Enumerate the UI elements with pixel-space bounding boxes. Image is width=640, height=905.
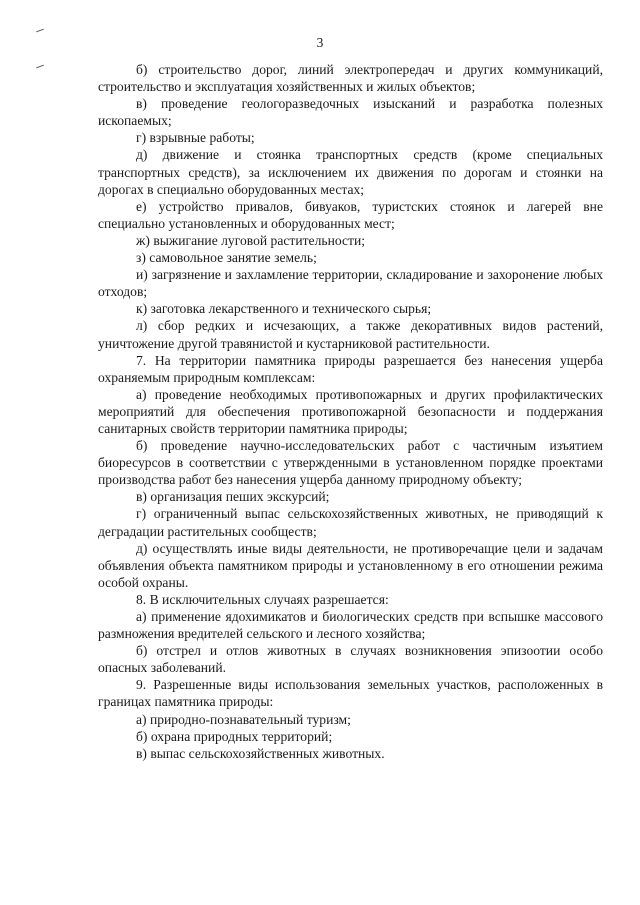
paragraph: ж) выжигание луговой растительности; bbox=[136, 232, 366, 248]
paragraph: в) проведение геологоразведочных изысканий и разработка полезных ископаемых; bbox=[98, 96, 603, 129]
paragraph: б) охрана природных территорий; bbox=[136, 728, 333, 744]
paragraph: е) устройство привалов, бивуаков, туристских стоянок и лагерей вне специально установленных и оборудованных мест; bbox=[98, 198, 603, 231]
scan-mark bbox=[36, 65, 44, 69]
paragraph: г) взрывные работы; bbox=[136, 130, 255, 146]
section-heading: 7. На территории памятника природы разрешается без нанесения ущерба охраняемым природным комплексам: bbox=[98, 352, 603, 385]
paragraph: и) загрязнение и захламление территории, складирование и захоронение любых отходов; bbox=[98, 267, 603, 300]
paragraph: к) заготовка лекарственного и технического сырья; bbox=[136, 301, 432, 317]
page-number: 3 bbox=[316, 35, 324, 50]
paragraph: з) самовольное занятие земель; bbox=[136, 250, 317, 266]
section-heading: 8. В исключительных случаях разрешается: bbox=[136, 591, 389, 607]
paragraph: д) движение и стоянка транспортных средств (кроме специальных транспортных средств), за исключением их движения по дорогам и стоянки на дорогах в специально оборудованных местах; bbox=[98, 147, 603, 197]
paragraph: г) ограниченный выпас сельскохозяйственных животных, не приводящий к деградации растительных сообществ; bbox=[98, 506, 603, 539]
scan-mark bbox=[36, 29, 44, 33]
paragraph: в) выпас сельскохозяйственных животных. bbox=[136, 745, 385, 761]
paragraph: б) проведение научно-исследовательских работ с частичным изъятием биоресурсов в соответствии с утвержденными в установленном порядке проектами производства работ без нанесения ущерба данному природному объекту; bbox=[98, 438, 603, 488]
section-heading: 9. Разрешенные виды использования земельных участков, расположенных в границах памятника природы: bbox=[98, 677, 603, 710]
paragraph: л) сбор редких и исчезающих, а также декоративных видов растений, уничтожение другой травянистой и кустарниковой растительности. bbox=[98, 318, 603, 351]
paragraph: а) применение ядохимикатов и биологических средств при вспышке массового размножения вредителей сельского и лесного хозяйства; bbox=[98, 609, 603, 642]
paragraph: а) природно-познавательный туризм; bbox=[136, 711, 351, 727]
document-body bbox=[98, 61, 603, 762]
paragraph: а) проведение необходимых противопожарных и других профилактических мероприятий для обеспечения противопожарной безопасности и поддержания санитарных свойств территории памятника природы; bbox=[98, 386, 603, 436]
paragraph: б) строительство дорог, линий электропередач и других коммуникаций, строительство и эксплуатация хозяйственных и жилых объектов; bbox=[98, 62, 603, 95]
paragraph: д) осуществлять иные виды деятельности, не противоречащие цели и задачам объявления объекта памятником природы и установленному в его отношении режима особой охраны. bbox=[98, 540, 603, 590]
paragraph: в) организация пеших экскурсий; bbox=[136, 489, 330, 505]
paragraph: б) отстрел и отлов животных в случаях возникновения эпизоотии особо опасных заболеваний. bbox=[98, 643, 603, 676]
